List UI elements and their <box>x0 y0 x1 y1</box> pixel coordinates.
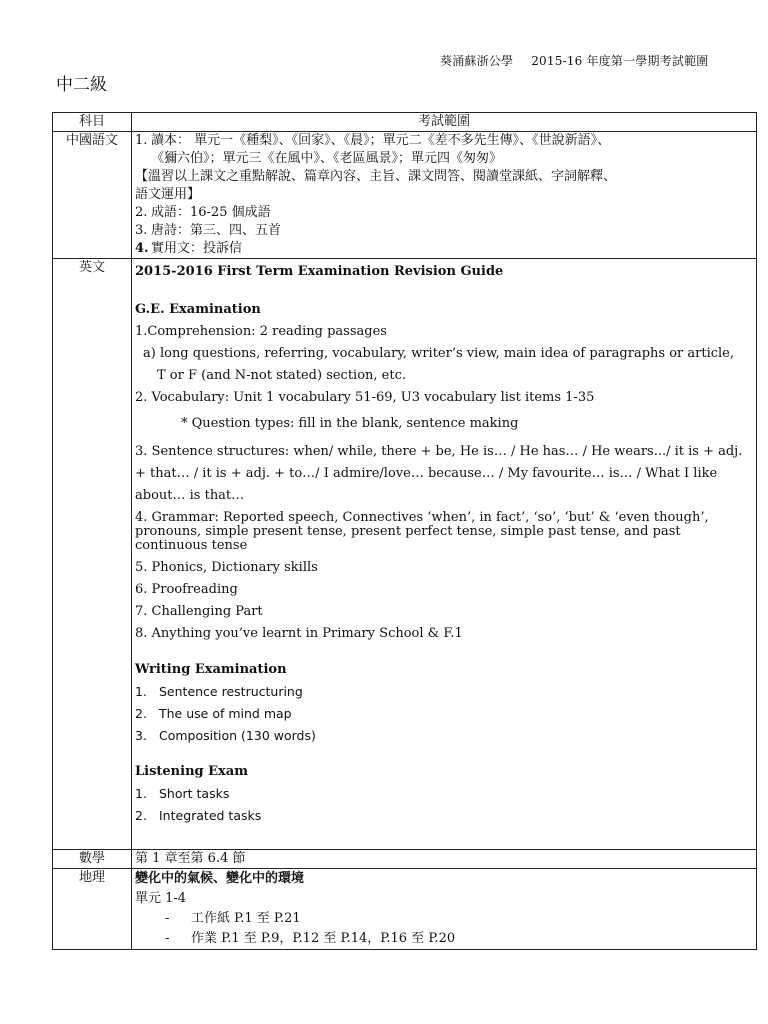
chinese-item-2: 2. 成語：16-25 個成語 <box>135 205 271 220</box>
chinese-revision-note: 【溫習以上課文之重點解說、篇章內容、主旨、課文問答、閱讀堂課紙、字詞解釋、 <box>135 169 617 184</box>
vocabulary: 2. Vocabulary: Unit 1 vocabulary 51-69, U3 vocabulary list items 1-35 <box>135 390 595 405</box>
geography-item-1: - 工作紙 P.1 至 P.21 <box>165 911 301 926</box>
writing-item-2: 2. The use of mind map <box>135 706 292 721</box>
proofreading: 6. Proofreading <box>135 582 238 597</box>
writing-item-1: 1. Sentence restructuring <box>135 684 303 699</box>
anything-learnt: 8. Anything you’ve learnt in Primary School & F.1 <box>135 626 463 641</box>
grammar: 4. Grammar: Reported speech, Connectives ‘when’, in fact’, ‘so’, ‘but’ & ‘even though’, pronouns, simple present tense, present perfect tense, simple past tense, and past continuous tense <box>135 510 709 553</box>
comprehension-a: a) long questions, referring, vocabulary, writer’s view, main idea of paragraphs or article, <box>143 346 734 361</box>
comprehension-b: T or F (and N-not stated) section, etc. <box>157 368 407 383</box>
phonics: 5. Phonics, Dictionary skills <box>135 560 318 575</box>
geography-title: 變化中的氣候、變化中的環境 <box>135 871 305 886</box>
listening-heading: Listening Exam <box>135 764 248 779</box>
chinese-scope <box>132 132 757 259</box>
math-scope: 第 1 章至第 6.4 節 <box>132 850 757 869</box>
sentence-structures-3: about… is that… <box>135 488 245 503</box>
chinese-item-3: 3. 唐詩：第三、四、五首 <box>135 223 282 238</box>
scope-column-header: 考試範圍 <box>132 113 757 132</box>
geography-item-2: - 作業 P.1 至 P.9，P.12 至 P.14，P.16 至 P.20 <box>165 931 456 946</box>
listening-item-2: 2. Integrated tasks <box>135 808 262 823</box>
english-scope <box>132 259 757 850</box>
subject-chinese: 中國語文 <box>53 132 132 259</box>
school-name: 葵涌蘇浙公學 <box>440 54 514 68</box>
english-row <box>53 259 757 850</box>
subject-geography: 地理 <box>53 869 132 950</box>
chinese-item-4: 4. 實用文：投訴信 <box>135 241 243 256</box>
geography-row <box>53 869 757 950</box>
subject-math: 數學 <box>53 850 132 869</box>
chinese-item-1: 1. 讀本： 單元一《種梨》、《回家》、《晨》；單元二《差不多先生傳》、《世說新語》、 《獮六伯》；單元三《在風中》、《老區風景》；單元四《匆匆》 <box>135 133 611 166</box>
math-row <box>53 850 757 869</box>
writing-item-3: 3. Composition (130 words) <box>135 728 316 743</box>
comprehension: 1.Comprehension: 2 reading passages <box>135 324 387 339</box>
exam-scope-table <box>52 112 757 950</box>
exam-term: 2015-16 年度第一學期考試範圍 <box>531 54 709 68</box>
subject-english: 英文 <box>53 259 132 850</box>
subject-column-header: 科目 <box>53 113 132 132</box>
chinese-row <box>53 132 757 259</box>
sentence-structures-2: + that… / it is + adj. + to…/ I admire/love… because… / My favourite… is… / What I like <box>135 466 718 481</box>
ge-heading: G.E. Examination <box>135 302 261 317</box>
geography-scope <box>132 869 757 950</box>
geography-unit: 單元 1-4 <box>135 891 187 906</box>
chinese-revision-note-end: 語文運用】 <box>135 187 201 202</box>
document-header <box>440 52 708 69</box>
challenging-part: 7. Challenging Part <box>135 604 263 619</box>
sentence-structures-1: 3. Sentence structures: when/ while, there + be, He is… / He has… / He wears.../ it is + adj. <box>135 444 743 459</box>
english-title: 2015-2016 First Term Examination Revision Guide <box>135 264 504 279</box>
grade-title: 中二級 <box>56 75 107 95</box>
listening-item-1: 1. Short tasks <box>135 786 230 801</box>
question-types: * Question types: fill in the blank, sentence making <box>181 416 519 431</box>
writing-heading: Writing Examination <box>135 662 287 677</box>
table-header-row <box>53 113 757 132</box>
